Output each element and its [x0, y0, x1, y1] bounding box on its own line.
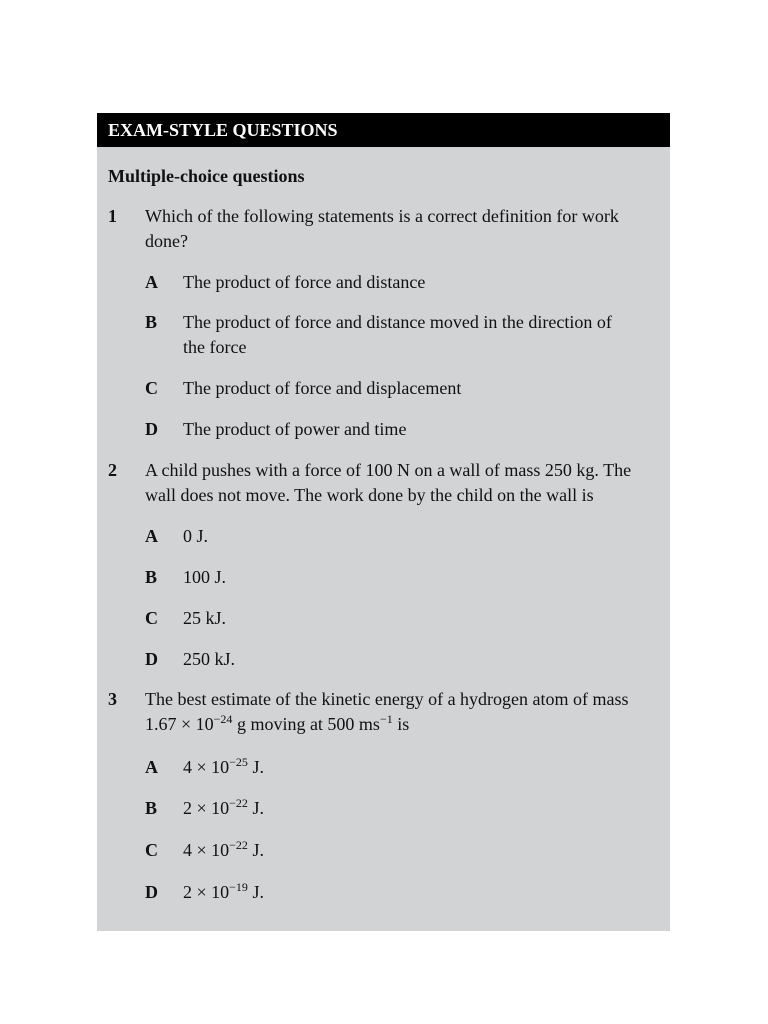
question-text-line — [145, 712, 661, 737]
text-run: 2 × 10 — [183, 798, 230, 818]
option-letter: C — [145, 840, 158, 860]
question-number: 3 — [108, 689, 117, 709]
text-run: is — [392, 714, 410, 734]
text-run: 4 × 10 — [183, 757, 230, 777]
option-text — [183, 755, 623, 780]
option-letter: A — [145, 526, 158, 546]
exponent: −22 — [229, 796, 248, 810]
option-text — [183, 838, 623, 863]
section-title: Multiple-choice questions — [108, 166, 305, 186]
option-text — [183, 880, 623, 905]
text-run: 2 × 10 — [183, 882, 230, 902]
text-run: J. — [247, 757, 264, 777]
option-text: 25 kJ. — [183, 608, 227, 628]
exponent: −19 — [229, 880, 248, 894]
text-run: J. — [247, 798, 264, 818]
option-letter: C — [145, 608, 158, 628]
option-text: 100 J. — [183, 567, 227, 587]
option-letter: D — [145, 649, 158, 669]
option-text: 250 kJ. — [183, 649, 236, 669]
option-text — [183, 796, 623, 821]
option-text: 0 J. — [183, 526, 209, 546]
text-run: J. — [247, 840, 264, 860]
exponent: −22 — [229, 838, 248, 852]
question-text: A child pushes with a force of 100 N on a wall of mass 250 kg. The wall does not move. The work done by the child on the wall is — [145, 460, 632, 505]
option-letter: A — [145, 757, 158, 777]
option-text: The product of power and time — [183, 419, 407, 439]
exponent: −25 — [229, 755, 248, 769]
question-number: 1 — [108, 206, 117, 226]
text-run: 4 × 10 — [183, 840, 230, 860]
question-text — [145, 687, 661, 737]
option-letter: B — [145, 798, 158, 818]
panel-header: EXAM-STYLE QUESTIONS — [97, 113, 670, 147]
option-text: The product of force and distance moved in the direction of the force — [183, 312, 612, 357]
option-letter: D — [145, 419, 158, 439]
option-letter: B — [145, 567, 158, 587]
text-run: g moving at 500 ms — [232, 714, 380, 734]
exam-questions-panel — [97, 113, 670, 931]
option-text: The product of force and displacement — [183, 378, 462, 398]
option-letter: A — [145, 272, 158, 292]
text-run: 1.67 × 10 — [145, 714, 214, 734]
option-letter: B — [145, 312, 158, 332]
question-number: 2 — [108, 460, 117, 480]
exponent: −1 — [379, 712, 393, 726]
question-text-line: The best estimate of the kinetic energy of a hydrogen atom of mass — [145, 689, 629, 709]
exponent: −24 — [213, 712, 233, 726]
option-letter: C — [145, 378, 158, 398]
option-text: The product of force and distance — [183, 272, 426, 292]
question-text: Which of the following statements is a correct definition for work done? — [145, 206, 619, 251]
option-letter: D — [145, 882, 158, 902]
text-run: J. — [247, 882, 264, 902]
